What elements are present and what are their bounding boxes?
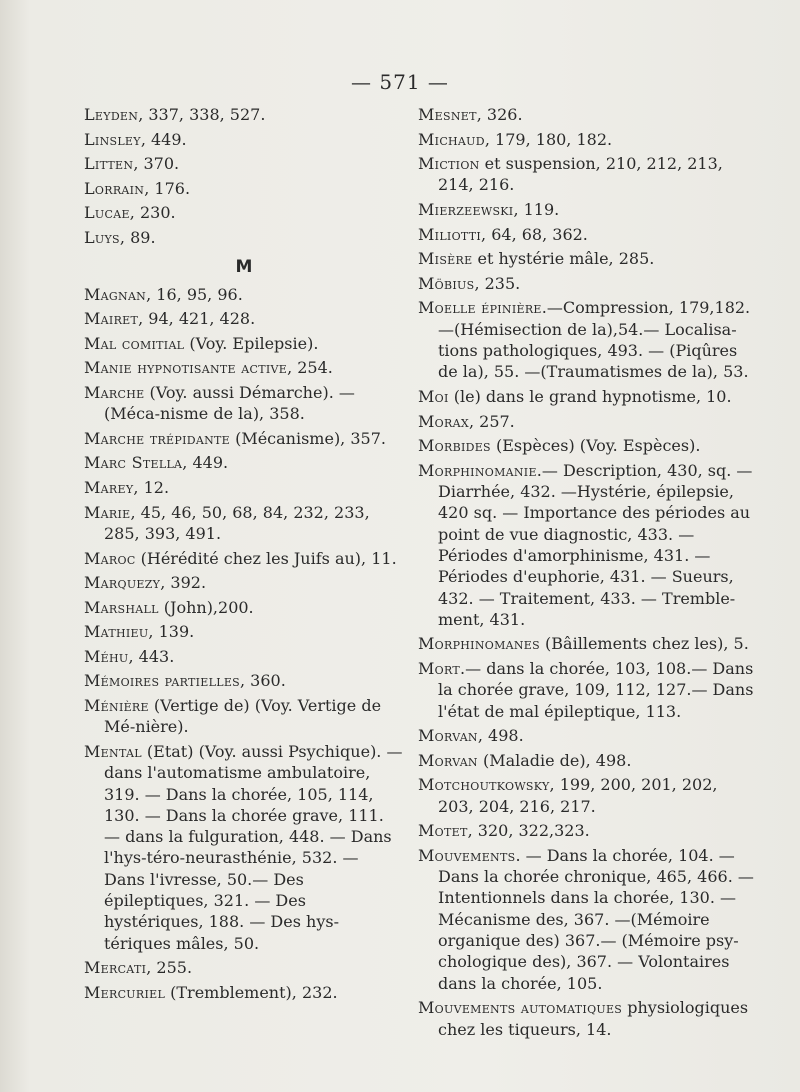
entry-heading: Mouvements: [418, 845, 516, 865]
entry-references: , 94, 421, 428.: [138, 309, 256, 329]
entry-references: , 326.: [476, 105, 523, 124]
entry-heading: Möbius: [418, 273, 475, 293]
index-entry: [84, 621, 404, 642]
entry-heading: Leyden: [84, 105, 139, 124]
index-entry: [418, 199, 758, 220]
entry-references: (Etat) (Voy. aussi Psychique). — dans l'automatisme ambulatoire, 319. — Dans la chorée, 105, 114, 130. — Dans la chorée grave, 111. — dans la fulguration, 448. — Dans l'hys-téro-neurasthénie, 532. — Dans l'ivresse, 50.— Des épileptiques, 321. — Des hystériques, 188. — Des hys-tériques mâles, 50.: [104, 741, 403, 953]
index-entry: [84, 284, 404, 305]
entry-references: (Hérédité chez les Juifs au), 11.: [135, 548, 397, 568]
entry-references: , 320, 322,323.: [467, 821, 590, 841]
entry-references: .— dans la chorée, 103, 108.— Dans la chorée grave, 109, 112, 127.— Dans l'état de mal épileptique, 113.: [438, 658, 754, 721]
index-entry: [84, 153, 404, 174]
index-entry: [418, 129, 758, 150]
index-entry: [84, 597, 404, 618]
entry-references: , 254.: [287, 358, 333, 378]
entry-heading: Mort: [418, 658, 461, 678]
entry-heading: Mesnet: [418, 105, 477, 124]
entry-references: (John),200.: [158, 597, 254, 617]
entry-heading: Marshall: [84, 597, 159, 617]
entry-heading: Morvan: [418, 750, 478, 770]
entry-heading: Morvan: [418, 726, 478, 746]
entry-references: , 370.: [133, 154, 180, 174]
entry-heading: Litten: [84, 154, 134, 174]
entry-references: (le) dans le grand hypnotisme, 10.: [448, 386, 732, 406]
index-entry: [84, 129, 404, 150]
index-entry: [84, 308, 404, 329]
entry-references: , 119.: [513, 200, 560, 220]
entry-heading: Marie: [84, 502, 131, 522]
entry-heading: Marey: [84, 478, 134, 498]
left-column: [84, 104, 404, 1006]
index-entry: [418, 750, 758, 771]
index-entry: [418, 435, 758, 456]
index-entry: [418, 460, 758, 630]
index-entry: [84, 646, 404, 667]
entry-references: , 45, 46, 50, 68, 84, 232, 233, 285, 393, 491.: [104, 502, 370, 543]
entry-references: , 12.: [133, 478, 170, 498]
index-entry: [84, 477, 404, 498]
entry-references: et hystérie mâle, 285.: [472, 249, 655, 269]
index-entry: [84, 357, 404, 378]
entry-heading: Mierzeewski: [418, 200, 514, 220]
entry-heading: Moi: [418, 386, 449, 406]
entry-heading: Luys: [84, 227, 120, 247]
entry-heading: Mouvements automatiques: [418, 998, 623, 1018]
entry-references: , 255.: [146, 958, 193, 978]
index-entry: [418, 820, 758, 841]
entry-heading: Linsley: [84, 129, 141, 149]
entry-heading: Ménière: [84, 696, 149, 716]
entry-references: , 360.: [239, 671, 286, 691]
entry-references: , 16, 95, 96.: [146, 284, 243, 304]
page-number: — 571 —: [351, 70, 449, 94]
index-entry: [418, 725, 758, 746]
entry-heading: Mercuriel: [84, 982, 166, 1002]
index-entry: [84, 178, 404, 199]
index-entry: [418, 153, 758, 196]
index-entry: [418, 411, 758, 432]
entry-heading: Motchoutkowsky: [418, 775, 550, 795]
entry-heading: Lorrain: [84, 178, 145, 198]
entry-references: .—Compression, 179,182. —(Hémisection de la),54.— Localisa-tions pathologiques, 493. — (Piqûres de la), 55. —(Traumatismes de la), 53.: [438, 298, 751, 382]
right-column: [418, 104, 758, 1043]
entry-references: , 139.: [148, 622, 195, 642]
index-entry: [84, 695, 404, 738]
entry-references: physiologiques chez les tiqueurs, 14.: [438, 998, 749, 1039]
index-entry: [418, 297, 758, 382]
entry-references: .— Description, 430, sq. — Diarrhée, 432. —Hystérie, épilepsie, 420 sq. — Importance des périodes au point de vue diagnostic, 433. — Périodes d'amorphinisme, 431. — Périodes d'euphorie, 431. — Sueurs, 432. — Traitement, 433. — Tremble-ment, 431.: [438, 460, 753, 629]
index-entry: [84, 548, 404, 569]
entry-heading: Mental: [84, 741, 142, 761]
entry-heading: Mercati: [84, 958, 147, 978]
index-entry: [84, 452, 404, 473]
entry-heading: Miliotti: [418, 224, 482, 244]
entry-references: (Tremblement), 232.: [165, 982, 338, 1002]
entry-references: (Vertige de) (Voy. Vertige de Mé-nière).: [104, 696, 382, 737]
entry-heading: Mémoires partielles: [84, 671, 240, 691]
entry-heading: Morax: [418, 411, 469, 431]
entry-references: , 443.: [128, 646, 175, 666]
entry-references: , 89.: [119, 227, 156, 247]
entry-references: , 337, 338, 527.: [138, 105, 266, 124]
section-letter: M: [235, 257, 253, 278]
entry-references: , 498.: [477, 726, 524, 746]
index-entry: [418, 104, 758, 125]
entry-heading: Lucae: [84, 203, 130, 223]
entry-references: , 199, 200, 201, 202, 203, 204, 216, 217.: [438, 775, 718, 816]
entry-heading: Miction: [418, 154, 480, 174]
entry-heading: Morphinomanes: [418, 634, 540, 654]
index-entry: [84, 670, 404, 691]
entry-heading: Maroc: [84, 548, 136, 568]
entry-references: (Espèces) (Voy. Espèces).: [490, 436, 701, 456]
index-entry: [418, 997, 758, 1040]
entry-heading: Motet: [418, 821, 468, 841]
entry-heading: Misère: [418, 249, 473, 269]
entry-references: et suspension, 210, 212, 213, 214, 216.: [438, 154, 723, 195]
entry-heading: Manie hypnotisante active: [84, 358, 288, 378]
entry-heading: Méhu: [84, 646, 129, 666]
entry-heading: Morphinomanie: [418, 460, 537, 480]
entry-heading: Morbides: [418, 436, 491, 456]
entry-references: (Voy. Epilepsie).: [184, 333, 319, 353]
index-entry: [84, 957, 404, 978]
index-entry: [84, 982, 404, 1003]
index-entry: [418, 658, 758, 722]
entry-heading: Marc Stella: [84, 453, 183, 473]
index-entry: [84, 202, 404, 223]
index-entry: [418, 224, 758, 245]
index-entry: [418, 273, 758, 294]
entry-heading: Magnan: [84, 284, 147, 304]
index-entry: [418, 386, 758, 407]
entry-heading: Mal comitial: [84, 333, 185, 353]
index-entry: [84, 502, 404, 545]
index-entry: [84, 382, 404, 425]
index-entry: [84, 104, 404, 125]
entry-references: , 235.: [474, 273, 521, 293]
entry-references: . — Dans la chorée, 104. — Dans la chorée chronique, 465, 466. — Intentionnels dans la chorée, 130. — Mécanisme des, 367. —(Mémoire organique des) 367.— (Mémoire psy-chologique des), 367. — Volontaires dans la chorée, 105.: [438, 845, 754, 993]
index-entry: [418, 633, 758, 654]
index-entry: [418, 774, 758, 817]
index-entry: [84, 333, 404, 354]
entry-heading: Marche trépidante: [84, 428, 230, 448]
entry-heading: Mathieu: [84, 622, 149, 642]
entry-references: (Maladie de), 498.: [477, 750, 632, 770]
entry-heading: Marche: [84, 382, 145, 402]
entry-references: , 449.: [182, 453, 229, 473]
entry-heading: Mairet: [84, 309, 139, 329]
index-entry: [418, 248, 758, 269]
index-entry: [84, 741, 404, 954]
entry-references: , 64, 68, 362.: [481, 224, 588, 244]
index-entry: [84, 227, 404, 248]
entry-references: , 257.: [468, 411, 515, 431]
entry-references: , 176.: [144, 178, 191, 198]
entry-heading: Marquezy: [84, 573, 161, 593]
index-entry: [84, 428, 404, 449]
entry-references: (Voy. aussi Démarche). — (Méca-nisme de la), 358.: [104, 382, 355, 424]
index-entry: [418, 845, 758, 994]
index-entry: [84, 572, 404, 593]
entry-references: , 179, 180, 182.: [484, 129, 613, 149]
entry-heading: Michaud: [418, 129, 485, 149]
entry-heading: Moelle épinière: [418, 298, 542, 318]
entry-references: (Bâillements chez les), 5.: [539, 634, 749, 654]
entry-references: , 449.: [140, 129, 187, 149]
entry-references: , 392.: [160, 573, 207, 593]
entry-references: (Mécanisme), 357.: [229, 428, 386, 448]
entry-references: , 230.: [129, 203, 176, 223]
